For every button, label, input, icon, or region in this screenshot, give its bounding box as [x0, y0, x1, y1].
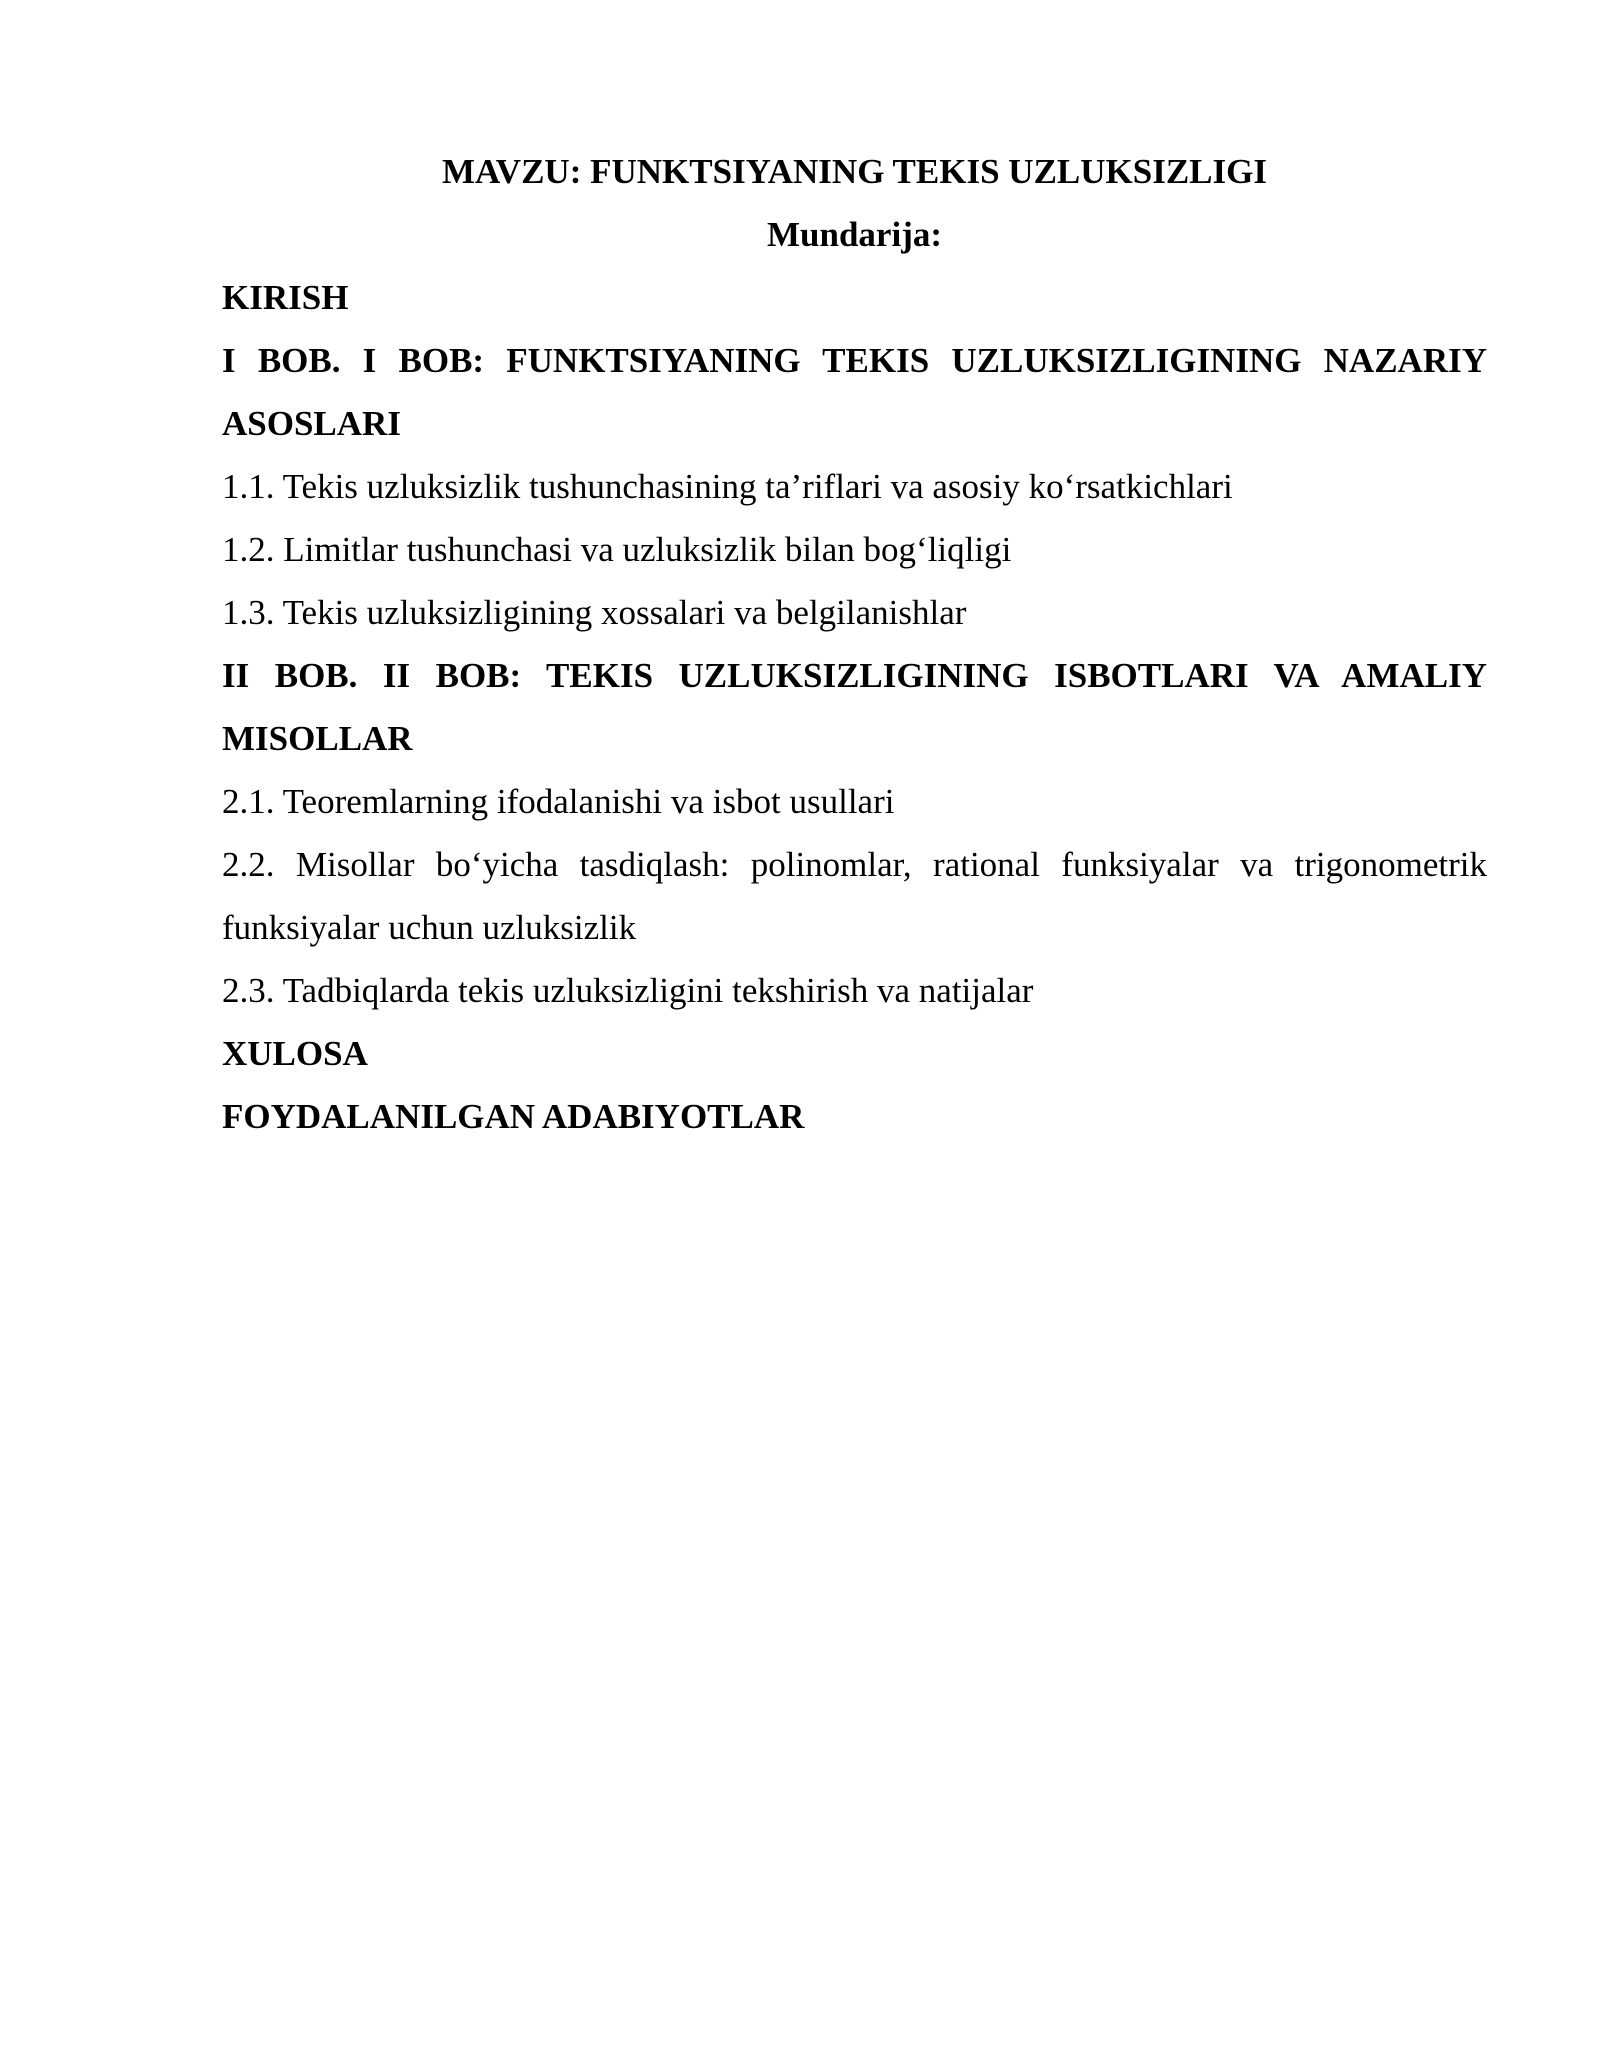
toc-entry-references: FOYDALANILGAN ADABIYOTLAR [222, 1097, 805, 1136]
toc-entry-section-2-2: 2.2. Misollar bo‘yicha tasdiqlash: polinomlar, rational funksiyalar va trigonometrik funksiyalar uchun uzluksizlik [222, 845, 1487, 947]
toc-entry-section-1-1: 1.1. Tekis uzluksizlik tushunchasining ta’riflari va asosiy ko‘rsatkichlari [222, 467, 1233, 506]
page-content [222, 140, 1487, 1148]
toc-entry-section-1-3: 1.3. Tekis uzluksizligining xossalari va belgilanishlar [222, 593, 967, 632]
toc-entry-chapter-1: I BOB. I BOB: FUNKTSIYANING TEKIS UZLUKSIZLIGINING NAZARIY ASOSLARI [222, 341, 1487, 443]
document-title: MAVZU: FUNKTSIYANING TEKIS UZLUKSIZLIGI [442, 152, 1267, 191]
toc-entry-xulosa: XULOSA [222, 1034, 368, 1073]
toc-entry-chapter-2: II BOB. II BOB: TEKIS UZLUKSIZLIGINING ISBOTLARI VA AMALIY MISOLLAR [222, 656, 1487, 758]
toc-heading: Mundarija: [767, 215, 942, 254]
toc-entry-section-1-2: 1.2. Limitlar tushunchasi va uzluksizlik bilan bog‘liqligi [222, 530, 1012, 569]
toc-entry-section-2-1: 2.1. Teoremlarning ifodalanishi va isbot usullari [222, 782, 895, 821]
toc-entry-section-2-3: 2.3. Tadbiqlarda tekis uzluksizligini tekshirish va natijalar [222, 971, 1034, 1010]
toc-entry-kirish: KIRISH [222, 278, 349, 317]
